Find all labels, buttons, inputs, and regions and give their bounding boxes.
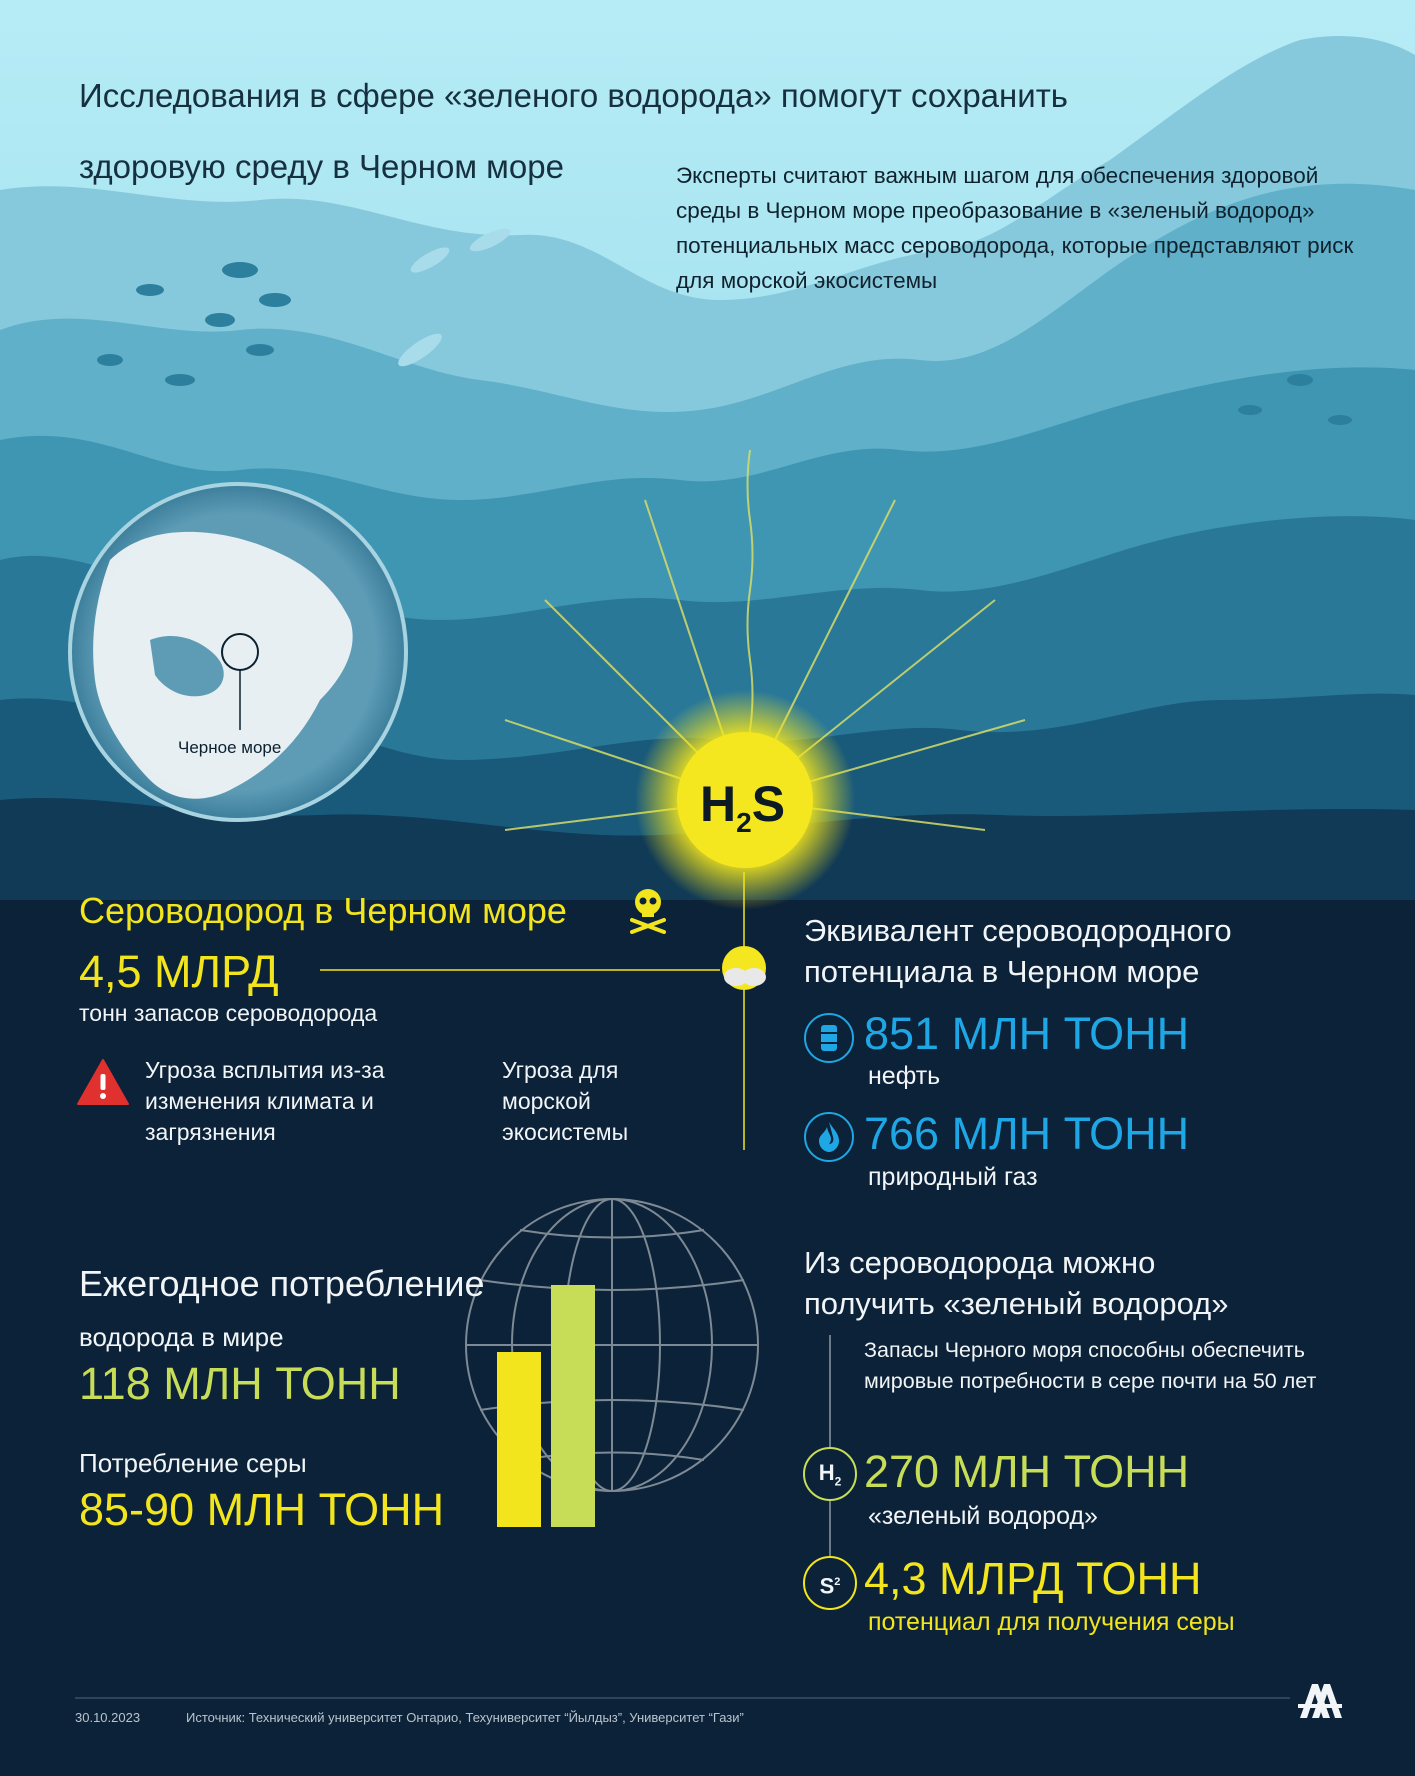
- h2-icon: [803, 1447, 857, 1501]
- equivalent-heading-line-2: потенциала в Черном море: [804, 954, 1200, 989]
- sulfur-value: 85-90 МЛН ТОНН: [79, 1484, 445, 1535]
- skull-crossbones-icon: [628, 886, 668, 934]
- hydrogen-bar: [551, 1285, 595, 1527]
- hydrogen-value: 118 МЛН ТОНН: [79, 1358, 401, 1409]
- intro-text: Эксперты считают важным шагом для обеспечения здоровой среды в Черном море преобразование в «зеленый водород» потенциальных масс сероводорода, которые представляют риск для морской экосистемы: [676, 163, 1354, 293]
- black-sea-label: Черное море: [178, 738, 282, 757]
- h2s-amount: 4,5 МЛРД: [79, 946, 279, 997]
- sulfur-potential-label: потенциал для получения серы: [868, 1608, 1235, 1636]
- green-hydrogen-heading: [804, 1242, 1228, 1324]
- h2-label: «зеленый водород»: [868, 1502, 1098, 1530]
- footer-date: 30.10.2023: [75, 1710, 141, 1725]
- h2s-amount-desc: тонн запасов сероводорода: [79, 1000, 378, 1026]
- title-line-1: Исследования в сфере «зеленого водорода» помогут сохранить: [79, 77, 1069, 114]
- gas-flame-icon: [803, 1111, 855, 1163]
- title-line-2: здоровую среду в Черном море: [79, 148, 564, 185]
- gas-value: 766 МЛН ТОНН: [864, 1108, 1190, 1159]
- h2-icon-letter: H: [818, 1460, 835, 1485]
- sulfur-label: Потребление серы: [79, 1448, 307, 1478]
- h2s-h: H: [700, 776, 737, 832]
- oil-label: нефть: [868, 1062, 941, 1090]
- sulfur-icon: [803, 1556, 857, 1610]
- risk-ecosystem: Угроза для морской экосистемы: [502, 1057, 629, 1145]
- footer-source: Источник: Технический университет Онтарио, Техуниверситет “Йылдыз”, Университет “Гази”: [186, 1710, 744, 1725]
- sulfur-icon-letter: S: [819, 1573, 835, 1599]
- h2-icon-sub: 2: [834, 1474, 842, 1489]
- risk-climate: Угроза всплытия из-за изменения климата и загрязнения: [145, 1057, 385, 1145]
- h2s-badge: [700, 775, 785, 839]
- h2s-heading: Сероводород в Черном море: [79, 890, 567, 931]
- sulfur-bar: [497, 1352, 541, 1527]
- h2-value: 270 МЛН ТОНН: [864, 1446, 1190, 1497]
- oil-value: 851 МЛН ТОНН: [864, 1008, 1190, 1059]
- aa-logo: [1296, 1678, 1344, 1722]
- h2s-sub: 2: [736, 807, 752, 838]
- hydrogen-label: водорода в мире: [79, 1322, 284, 1352]
- gas-label: природный газ: [868, 1163, 1038, 1191]
- green-hydrogen-heading-line-1: Из сероводорода можно: [804, 1245, 1156, 1280]
- sulfur-potential-value: 4,3 МЛРД ТОНН: [864, 1553, 1202, 1604]
- consumption-heading: Ежегодное потребление: [79, 1263, 485, 1304]
- equivalent-heading-line-1: Эквивалент сероводородного: [804, 913, 1232, 948]
- h2s-s: S: [751, 776, 786, 832]
- equivalent-heading: [804, 910, 1232, 992]
- oil-barrel-icon: [803, 1012, 855, 1064]
- warning-icon: [76, 1058, 130, 1106]
- green-hydrogen-note: Запасы Черного моря способны обеспечить мировые потребности в сере почти на 50 лет: [864, 1338, 1317, 1393]
- sulfur-icon-sup: 2: [834, 1576, 841, 1588]
- green-hydrogen-heading-line-2: получить «зеленый водород»: [804, 1286, 1229, 1321]
